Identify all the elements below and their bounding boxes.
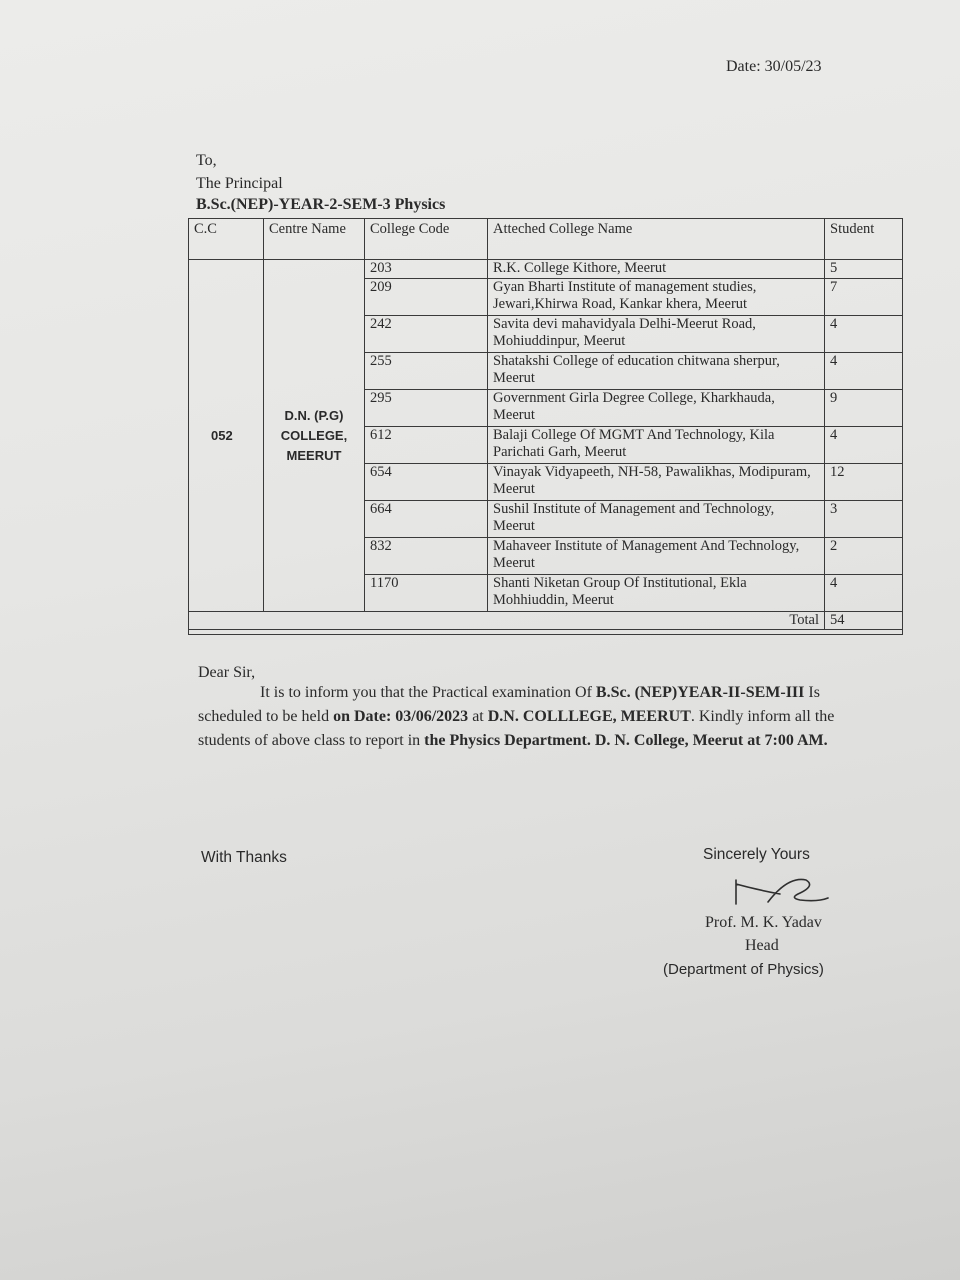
signatory-title: Head — [745, 937, 779, 954]
college-code-cell: 209 — [365, 279, 488, 316]
signatory-name: Prof. M. K. Yadav — [705, 914, 822, 931]
college-name-cell: Vinayak Vidyapeeth, NH-58, Pawalikhas, Modipuram, Meerut — [488, 464, 825, 501]
college-code-cell: 203 — [365, 260, 488, 279]
total-value: 54 — [825, 612, 903, 630]
table-row — [189, 260, 903, 279]
student-count-cell: 12 — [825, 464, 903, 501]
body-text-1: It is to inform you that the Practical examination Of — [260, 684, 596, 701]
schedule-table — [188, 218, 903, 635]
header-centre-name: Centre Name — [264, 219, 365, 260]
college-name-cell: Sushil Institute of Management and Technology, Meerut — [488, 501, 825, 538]
header-college-code: College Code — [365, 219, 488, 260]
centre-name-line: COLLEGE, — [280, 427, 348, 443]
student-count-cell: 5 — [825, 260, 903, 279]
student-count-cell: 7 — [825, 279, 903, 316]
signature-mark — [728, 872, 838, 912]
address-to: To, — [196, 152, 217, 169]
college-code-cell: 612 — [365, 427, 488, 464]
college-name-cell: Shatakshi College of education chitwana sherpur, Meerut — [488, 353, 825, 390]
table-body — [189, 260, 903, 635]
student-count-cell: 3 — [825, 501, 903, 538]
college-name-cell: R.K. College Kithore, Meerut — [488, 260, 825, 279]
centre-name — [264, 260, 365, 612]
centre-name-line: MEERUT — [286, 447, 342, 463]
college-code-cell: 1170 — [365, 575, 488, 612]
table-header-row — [189, 219, 903, 260]
salutation: Dear Sir, — [198, 664, 256, 681]
header-student: Student — [825, 219, 903, 260]
body-text-4: . Kindly inform all the students of above class to report in — [198, 708, 835, 749]
header-cc: C.C — [189, 219, 264, 260]
header-college-name: Atteched College Name — [488, 219, 825, 260]
college-code-cell: 255 — [365, 353, 488, 390]
letter-body — [198, 681, 838, 753]
course-name: B.Sc. (NEP)YEAR-II-SEM-III — [595, 684, 805, 701]
college-name-cell: Government Girla Degree College, Kharkhauda, Meerut — [488, 390, 825, 427]
student-count-cell: 4 — [825, 316, 903, 353]
with-thanks: With Thanks — [201, 849, 287, 866]
body-text-3: at — [468, 708, 488, 725]
student-count-cell: 4 — [825, 353, 903, 390]
total-row — [189, 612, 903, 630]
signatory-department: (Department of Physics) — [663, 961, 824, 978]
college-name-cell: Shanti Niketan Group Of Institutional, Ekla Mohhiuddin, Meerut — [488, 575, 825, 612]
college-code-cell: 295 — [365, 390, 488, 427]
college-code-cell: 664 — [365, 501, 488, 538]
exam-venue: D.N. COLLLEGE, MEERUT — [487, 708, 691, 725]
report-location: the Physics Department. D. N. College, Meerut at 7:00 AM. — [424, 732, 828, 749]
table-footer-gap — [189, 630, 903, 635]
exam-date: on Date: 03/06/2023 — [333, 708, 469, 725]
centre-name-line: D.N. (P.G) — [284, 407, 344, 423]
body-text-2: Is scheduled to be held — [198, 684, 820, 725]
college-code-cell: 654 — [365, 464, 488, 501]
address-recipient: The Principal — [196, 175, 283, 192]
footer-gap-cell — [189, 630, 903, 635]
student-count-cell: 4 — [825, 427, 903, 464]
college-name-cell: Savita devi mahavidyala Delhi-Meerut Road, Mohiuddinpur, Meerut — [488, 316, 825, 353]
student-count-cell: 9 — [825, 390, 903, 427]
student-count-cell: 2 — [825, 538, 903, 575]
college-name-cell: Gyan Bharti Institute of management studies, Jewari,Khirwa Road, Kankar khera, Meerut — [488, 279, 825, 316]
subject-line: B.Sc.(NEP)-YEAR-2-SEM-3 Physics — [196, 196, 446, 213]
closing: Sincerely Yours — [703, 846, 810, 863]
college-name-cell: Mahaveer Institute of Management And Technology, Meerut — [488, 538, 825, 575]
college-code-cell: 242 — [365, 316, 488, 353]
student-count-cell: 4 — [825, 575, 903, 612]
centre-code: 052 — [189, 260, 264, 612]
college-name-cell: Balaji College Of MGMT And Technology, Kila Parichati Garh, Meerut — [488, 427, 825, 464]
letter-date: Date: 30/05/23 — [726, 58, 822, 75]
total-label: Total — [189, 612, 825, 630]
college-code-cell: 832 — [365, 538, 488, 575]
